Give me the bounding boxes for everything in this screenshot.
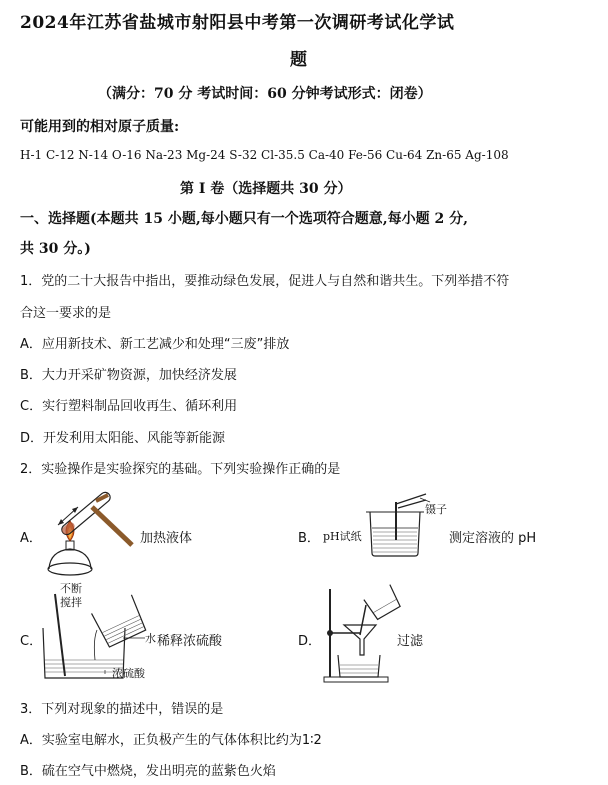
part-title-line1: 一、选择题(本题共 15 小题,每小题只有一个选项符合题意,每小题 2 分, — [20, 211, 468, 227]
q2-option-d-letter: D． — [298, 634, 322, 649]
q3-option-a: A．实验室电解水，正负极产生的气体体积比约为1∶2 — [20, 733, 322, 748]
q2-stem: 2．实验操作是实验探究的基础。下列实验操作正确的是 — [20, 462, 341, 477]
q1-option-a: A．应用新技术、新工艺减少和处理“三废”排放 — [20, 337, 290, 352]
stir-label-2: 搅拌 — [60, 596, 82, 609]
ph-paper-label: pH试纸 — [323, 530, 362, 543]
exam-info: （满分：70 分 考试时间：60 分钟考试形式：闭卷） — [98, 86, 432, 102]
heating-liquid-figure — [40, 485, 150, 580]
water-label: 水 — [145, 632, 156, 645]
q2-option-b-caption: 测定溶液的 pH — [449, 531, 537, 546]
q2-option-d-caption: 过滤 — [397, 634, 424, 649]
stir-label-1: 不断 — [60, 582, 82, 595]
atomic-mass-list: H-1 C-12 N-14 O-16 Na-23 Mg-24 S-32 Cl-35.5 Ca-40 Fe-56 Cu-64 Zn-65 Ag-108 — [20, 148, 509, 162]
q2-option-c-letter: C． — [20, 634, 43, 649]
q1-stem-line2: 合这一要求的是 — [20, 306, 112, 321]
q1-stem-line1: 1．党的二十大报告中指出，要推动绿色发展，促进人与自然和谐共生。下列举措不符 — [20, 274, 510, 289]
q2-option-a-caption: 加热液体 — [140, 531, 193, 546]
q1-option-b: B．大力开采矿物资源，加快经济发展 — [20, 368, 237, 383]
exam-title-line2: 题 — [290, 50, 308, 70]
ph-test-figure — [360, 498, 440, 558]
acid-label: 浓硫酸 — [112, 667, 145, 680]
part-title-line2: 共 30 分。) — [20, 241, 91, 257]
q2-option-b-letter: B． — [298, 531, 320, 546]
q2-option-c-caption: 稀释浓硫酸 — [157, 634, 223, 649]
tweezers-label: 镊子 — [425, 503, 447, 516]
q2-option-a-letter: A． — [20, 531, 42, 546]
exam-title-line1: 2024年江苏省盐城市射阳县中考第一次调研考试化学试 — [20, 13, 455, 33]
atomic-mass-label: 可能用到的相对原子质量: — [20, 119, 180, 135]
q1-option-c: C．实行塑料制品回收再生、循环利用 — [20, 399, 238, 414]
q1-option-d: D．开发利用太阳能、风能等新能源 — [20, 431, 226, 446]
volume-title: 第 I 卷（选择题共 30 分） — [180, 181, 352, 197]
q3-stem: 3．下列对现象的描述中，错误的是 — [20, 702, 224, 717]
q3-option-b: B．硫在空气中燃烧，发出明亮的蓝紫色火焰 — [20, 764, 276, 779]
